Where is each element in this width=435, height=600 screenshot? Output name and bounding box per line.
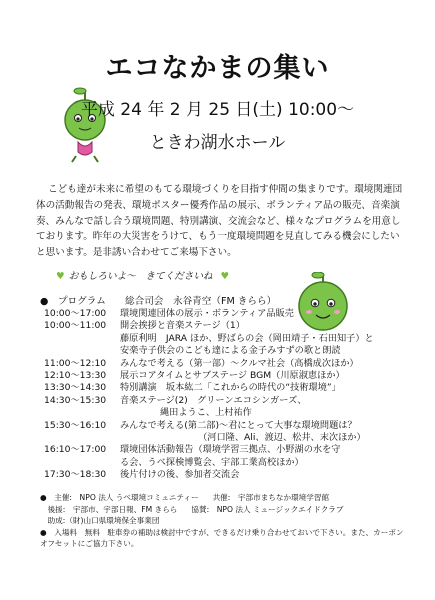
schedule-row: 14:30～15:30 音楽ステージ(2) グリーンエコシンガーズ、	[44, 394, 307, 406]
event-venue: ときわ湖水ホール	[149, 133, 286, 153]
schedule-row: 安楽寺子供会のこども達による金子みすずの歌と朗読	[120, 345, 341, 357]
slogan	[56, 268, 229, 282]
schedule-row: 藤原利明 JARA ほか、野ばらの会（岡田靖子・石田知子）と	[120, 332, 374, 344]
organizer: ● 主催: NPO 法人 うべ環境コミュニティー	[40, 493, 199, 502]
grant: 助成:（財)山口県環境保全事業団	[40, 516, 160, 526]
schedule-row: 17:30～18:30 後片付けの後、参加者交流会	[44, 469, 240, 481]
program-schedule	[44, 308, 394, 482]
heart-icon: ♥	[56, 271, 65, 282]
schedule-row: 13:30～14:30 特別講演 坂本紘二「これからの時代の“技術環境”」	[44, 382, 341, 394]
supporters: 後援: 宇部市、宇部日報、FM きらら	[40, 504, 178, 514]
event-title: エコなかまの集い	[105, 53, 330, 84]
intro-paragraph: こども達が未来に希望のもてる環境づくりを目指す仲間の集まりです。環境関連団体の活動報告の発表、環境ポスター優秀作品の展示、ボランティア品の販売、音楽演奏、みんなで話し合う環境問題、特別講演、交流会など、様々なプログラムを用意しております。昨年の大災害をうけて、もう一度環境問題を見直してみる機会にしたいと思います。是非誘い合わせてご来場下さい。	[36, 184, 403, 259]
schedule-row: 15:30～16:10 みんなで考える(第二部)～君にとって大事な環境問題は？	[44, 419, 357, 431]
event-date: 平成 24 年 2 月 25 日(土) 10:00～	[80, 100, 355, 120]
slogan-text: おもしろいよ～ きてくださいね	[68, 271, 213, 282]
program-heading: ● プログラム 総合司会 永谷青空（FM きらら）	[40, 296, 277, 307]
schedule-row: 11:00～12:10 みんなで考える（第一部）～クルマ社会（高橋成次ほか）	[44, 357, 359, 369]
co-organizer: 共催: 宇部市まちなか環境学習館	[212, 493, 330, 502]
schedule-row: 10:00～11:00 開会挨拶と音楽ステージ（1）	[44, 320, 245, 332]
footer-credits	[40, 492, 410, 550]
sponsor: 協賛: NPO 法人 ミュージックエイドクラブ	[191, 504, 344, 514]
schedule-row: 12:10～13:30 展示コアタイムとサブステージ BGM（川原淑恵ほか）	[44, 370, 345, 382]
heart-icon: ♥	[220, 271, 230, 282]
schedule-row: 10:00～17:00 環境関連団体の展示・ボランティア品販売	[44, 308, 294, 319]
schedule-row: 縄田ようこ、上村祐作	[160, 407, 252, 419]
schedule-row: 16:10～17:00 環境団体活動報告（環境学習三拠点、小野湖の水を守	[44, 444, 341, 456]
schedule-row: る会、うべ探検博覧会、宇部工業高校ほか）	[120, 456, 304, 468]
schedule-row: （河口隆、Ali、渡辺、松井、末次ほか）	[120, 432, 366, 444]
admission-note: ● 入場料 無料 駐車券の補助は検討中ですが、できるだけ乗り合わせておいで下さい。また、カーボンオフセットにご協力下さい。	[40, 527, 404, 549]
